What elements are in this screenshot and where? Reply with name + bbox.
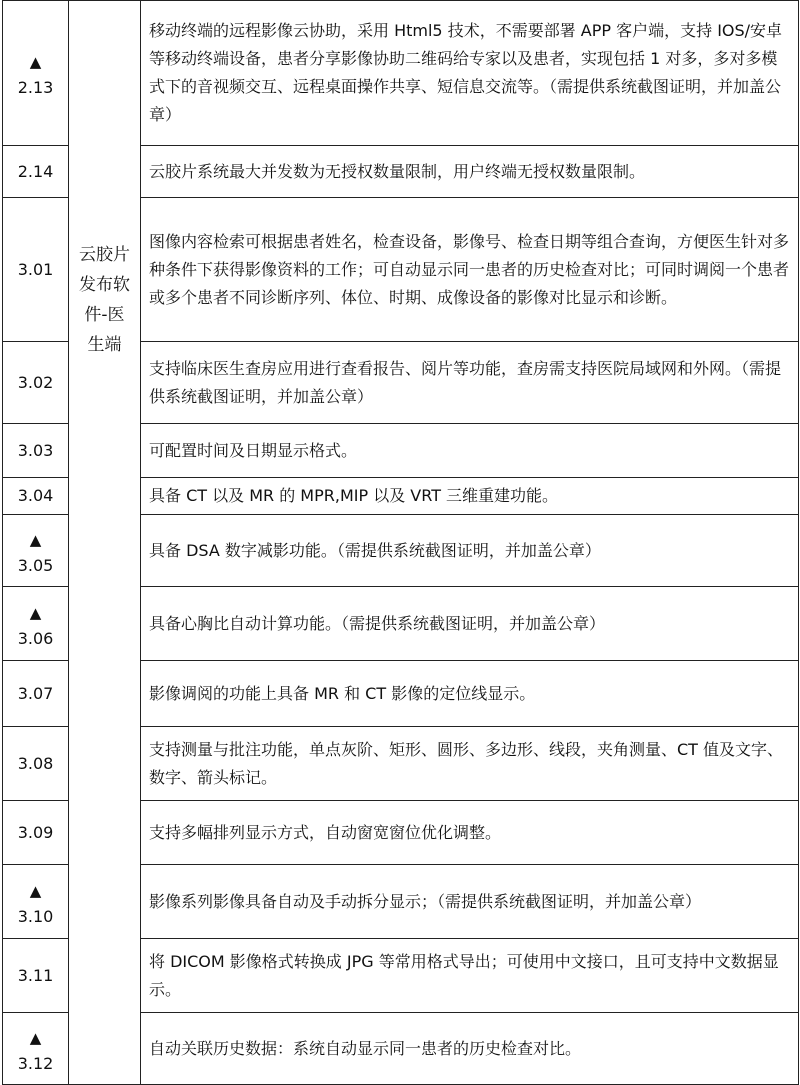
triangle-mark-icon: ▲ bbox=[29, 530, 42, 549]
item-number-cell bbox=[3, 146, 69, 198]
item-number: 3.05 bbox=[17, 555, 54, 575]
item-number-cell bbox=[3, 478, 69, 515]
item-number-cell bbox=[3, 939, 69, 1013]
item-number: 2.13 bbox=[17, 78, 54, 97]
item-description: 支持临床医生查房应用进行查看报告、阅片等功能，查房需支持医院局域网和外网。（需提供系统截图证明，并加盖公章） bbox=[141, 342, 799, 424]
item-number-cell bbox=[3, 1, 69, 146]
item-description: 具备心胸比自动计算功能。（需提供系统截图证明，并加盖公章） bbox=[141, 587, 799, 661]
item-description: 自动关联历史数据：系统自动显示同一患者的历史检查对比。 bbox=[141, 1013, 799, 1085]
item-number-cell bbox=[3, 727, 69, 801]
item-description: 影像系列影像具备自动及手动拆分显示；（需提供系统截图证明，并加盖公章） bbox=[141, 865, 799, 939]
category-label: 云胶片发布软件-医生端 bbox=[79, 244, 130, 355]
item-number: 3.11 bbox=[17, 965, 54, 985]
triangle-mark-icon: ▲ bbox=[29, 881, 42, 900]
item-description: 支持测量与批注功能，单点灰阶、矩形、圆形、多边形、线段，夹角测量、CT 值及文字、数字、箭头标记。 bbox=[141, 727, 799, 801]
item-number: 2.14 bbox=[17, 161, 54, 181]
item-number: 3.02 bbox=[17, 372, 54, 392]
item-number: 3.10 bbox=[17, 906, 54, 926]
item-number: 3.12 bbox=[17, 1053, 54, 1073]
item-number-cell bbox=[3, 587, 69, 661]
item-description: 云胶片系统最大并发数为无授权数量限制，用户终端无授权数量限制。 bbox=[141, 146, 799, 198]
spec-table bbox=[2, 0, 799, 1085]
triangle-mark-icon: ▲ bbox=[29, 53, 42, 71]
item-number-cell bbox=[3, 198, 69, 342]
triangle-mark-icon: ▲ bbox=[29, 1028, 42, 1047]
item-number: 3.03 bbox=[17, 440, 54, 460]
item-description: 支持多幅排列显示方式，自动窗宽窗位优化调整。 bbox=[141, 801, 799, 865]
item-number-cell bbox=[3, 661, 69, 727]
item-number: 3.06 bbox=[17, 628, 54, 648]
item-number: 3.08 bbox=[17, 753, 54, 773]
item-description: 移动终端的远程影像云协助，采用 Html5 技术，不需要部署 APP 客户端，支持 IOS/安卓等移动终端设备，患者分享影像协助二维码给专家以及患者，实现包括 1 对多，多对多模式下的音视频交互、远程桌面操作共享、短信息交流等。（需提供系统截图证明，并加盖公章） bbox=[141, 1, 799, 146]
item-number: 3.07 bbox=[17, 683, 54, 703]
triangle-mark-icon: ▲ bbox=[29, 603, 42, 622]
item-number-cell bbox=[3, 424, 69, 478]
item-description: 影像调阅的功能上具备 MR 和 CT 影像的定位线显示。 bbox=[141, 661, 799, 727]
item-description: 具备 CT 以及 MR 的 MPR,MIP 以及 VRT 三维重建功能。 bbox=[141, 478, 799, 515]
item-description: 具备 DSA 数字减影功能。（需提供系统截图证明，并加盖公章） bbox=[141, 515, 799, 587]
table-row bbox=[3, 1, 799, 146]
table-row bbox=[3, 198, 799, 342]
item-number-cell bbox=[3, 342, 69, 424]
item-description: 可配置时间及日期显示格式。 bbox=[141, 424, 799, 478]
item-number: 3.01 bbox=[17, 259, 54, 279]
item-number-cell bbox=[3, 515, 69, 587]
item-description: 图像内容检索可根据患者姓名，检查设备，影像号、检查日期等组合查询，方便医生针对多种条件下获得影像资料的工作；可自动显示同一患者的历史检查对比；可同时调阅一个患者或多个患者不同诊断序列、体位、时期、成像设备的影像对比显示和诊断。 bbox=[141, 198, 799, 342]
item-number-cell bbox=[3, 801, 69, 865]
item-number: 3.09 bbox=[17, 822, 54, 842]
item-number-cell bbox=[3, 865, 69, 939]
category-cell-empty bbox=[69, 1, 141, 198]
item-number-cell bbox=[3, 1013, 69, 1085]
item-number: 3.04 bbox=[17, 486, 54, 505]
category-cell bbox=[69, 198, 141, 1085]
item-description: 将 DICOM 影像格式转换成 JPG 等常用格式导出；可使用中文接口，且可支持中文数据显示。 bbox=[141, 939, 799, 1013]
